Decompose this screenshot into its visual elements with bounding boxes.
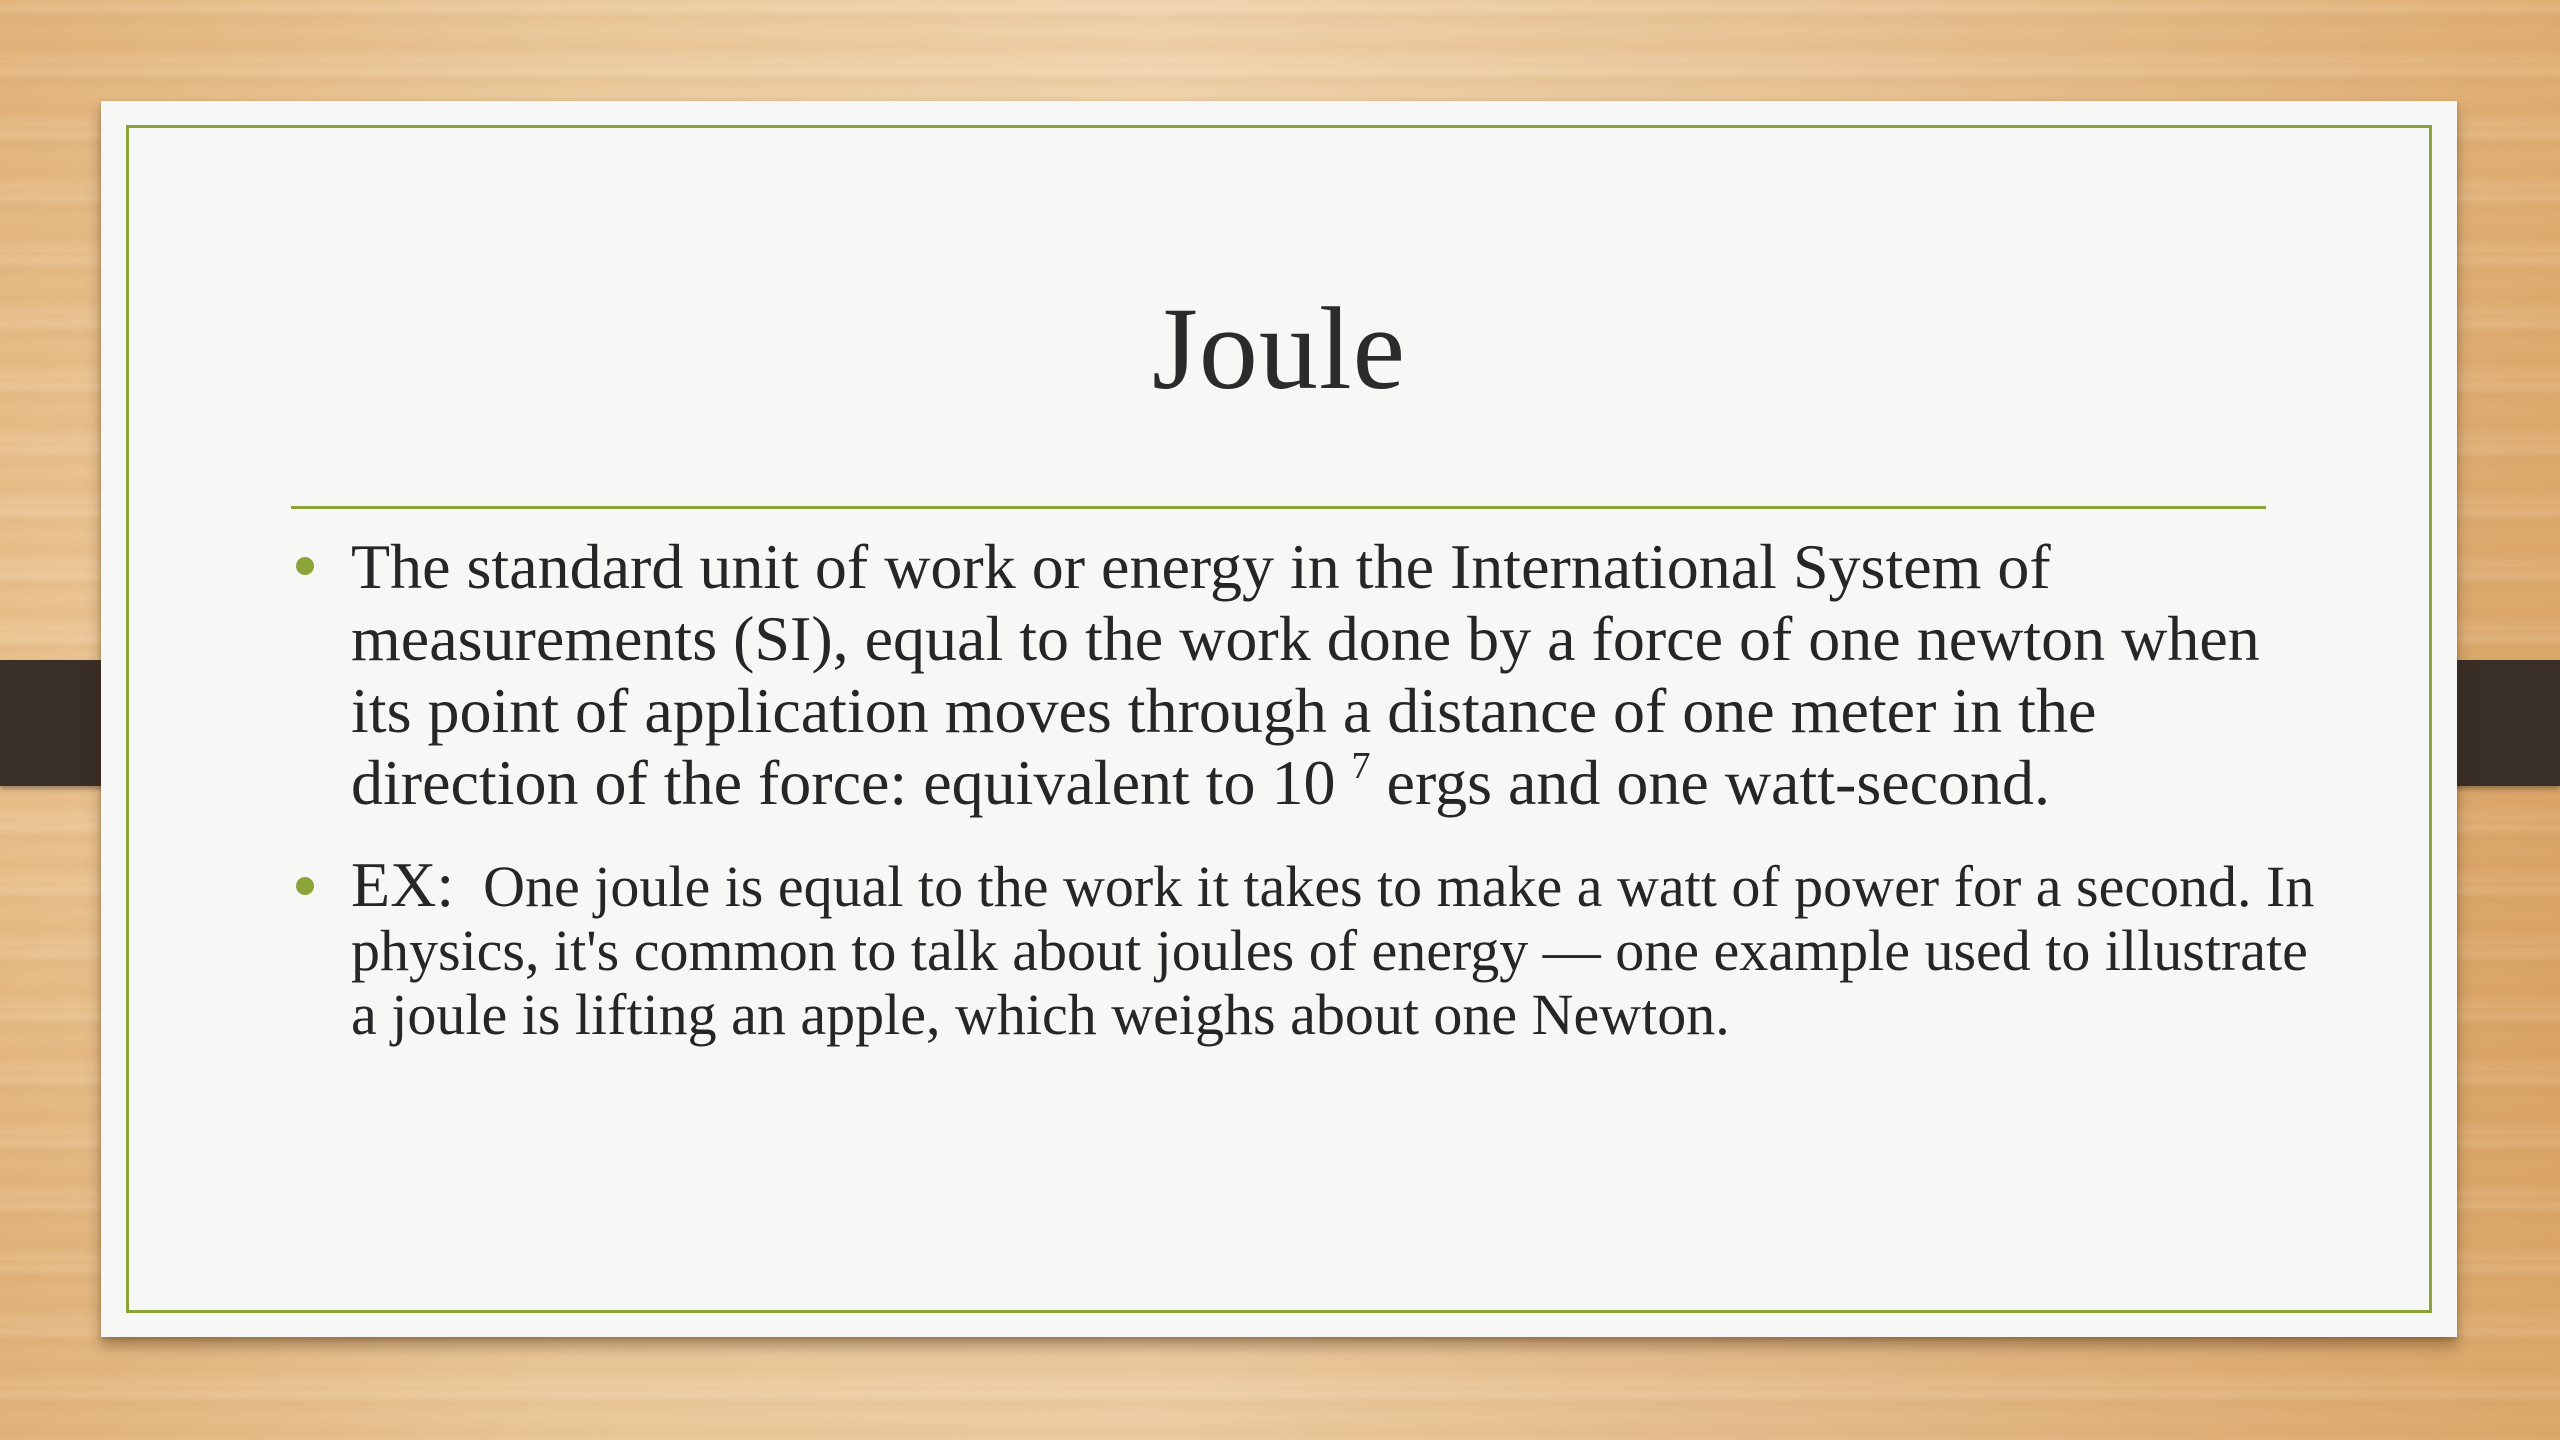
example-label: EX:	[351, 849, 455, 920]
slide-card	[101, 101, 2457, 1337]
bullet-dot-icon	[296, 557, 314, 575]
title-divider	[291, 506, 2266, 509]
definition-text-end: ergs and one watt-second.	[1386, 747, 2051, 818]
bullet-definition	[351, 531, 2321, 819]
exponent: 7	[1351, 745, 1371, 787]
bullet-dot-icon	[296, 877, 314, 895]
slide-title: Joule	[1151, 283, 1407, 414]
bullet-list	[351, 531, 2321, 1047]
bullet-example	[351, 849, 2321, 1047]
example-text: One joule is equal to the work it takes to make a watt of power for a second. In physics, it's common to talk about joules of energy — one example used to illustrate a joule is lifting an apple, which weighs about one Newton.	[351, 854, 2315, 1047]
definition-text: The standard unit of work or energy in the International System of measurements (SI), equal to the work done by a force of one newton when its point of application moves through a distance of one meter in the direction of the force: equivalent to 10	[351, 531, 2260, 818]
